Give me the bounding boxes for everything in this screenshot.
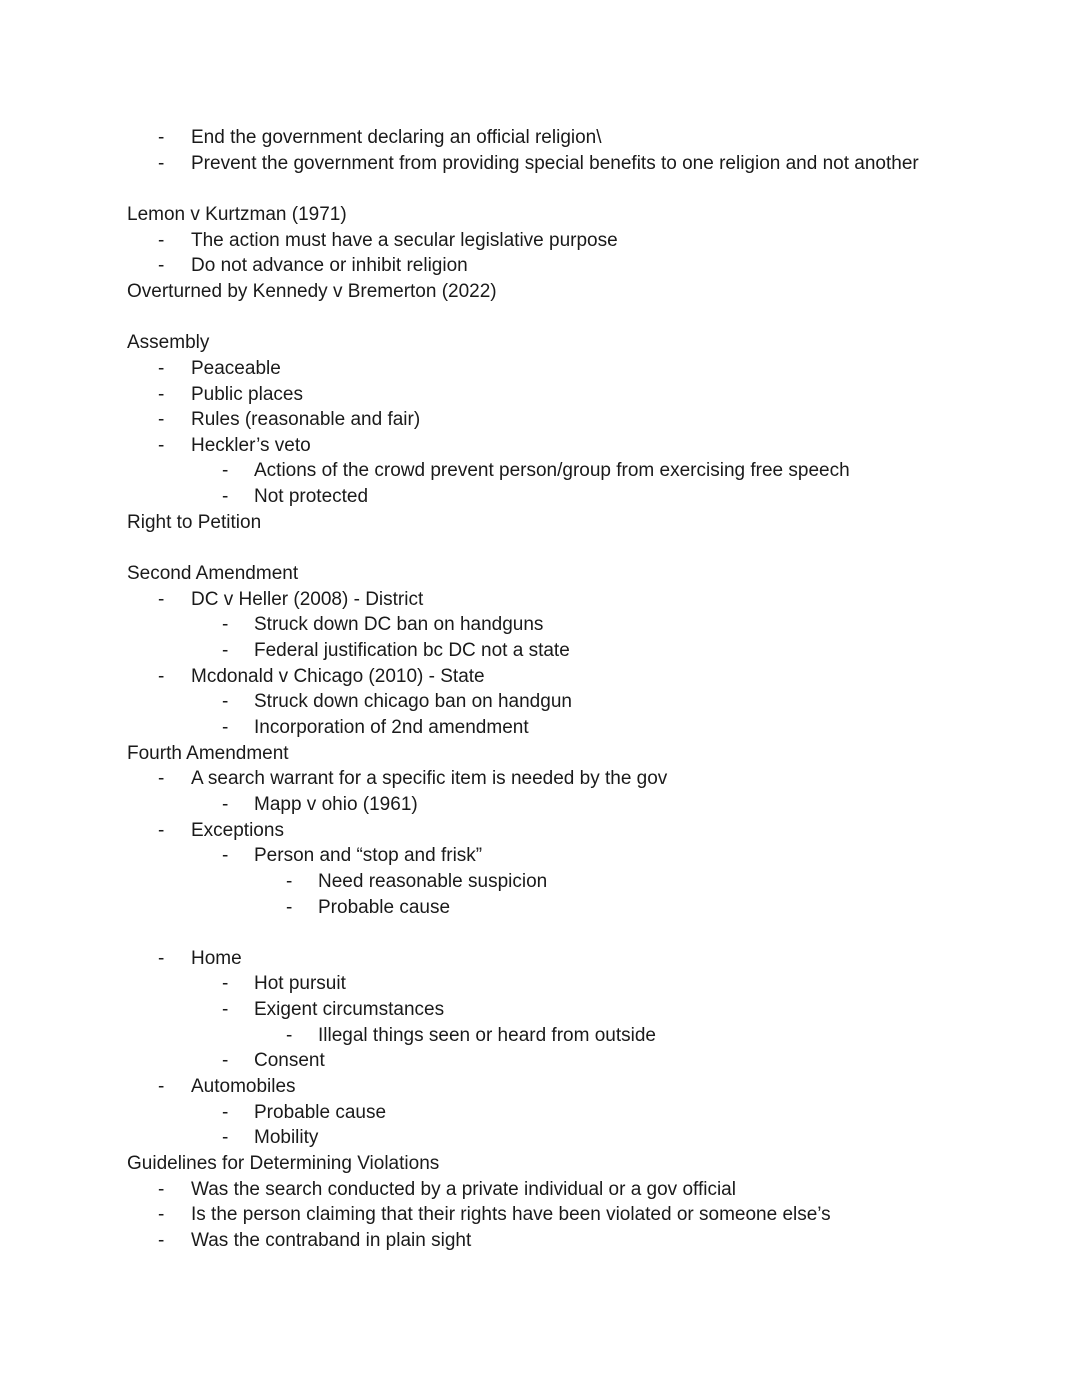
bullet-dash: - (158, 127, 165, 148)
bullet-dash: - (222, 1050, 229, 1072)
list-item: Struck down DC ban on handguns (254, 614, 544, 636)
list-item: Do not advance or inhibit religion (191, 255, 468, 277)
bullet-dash: - (222, 1127, 229, 1149)
bullet-dash: - (158, 383, 165, 405)
bullet-dash: - (222, 716, 229, 738)
bullet-dash: - (286, 896, 293, 918)
bullet-dash: - (158, 768, 165, 790)
section-heading: Assembly (127, 332, 210, 354)
list-item: Peaceable (191, 357, 281, 379)
list-item: Was the search conducted by a private individual or a gov official (191, 1178, 736, 1200)
bullet-dash: - (158, 152, 165, 174)
bullet-dash: - (158, 255, 165, 277)
list-item: Probable cause (254, 1101, 387, 1123)
list-item: Is the person claiming that their rights have been violated or someone else’s (191, 1204, 831, 1226)
bullet-dash: - (158, 1229, 165, 1251)
bullet-dash: - (222, 845, 229, 867)
list-item: Not protected (254, 486, 369, 508)
list-item: Hot pursuit (254, 973, 346, 995)
list-item: DC v Heller (2008) - District (191, 588, 424, 610)
list-item: The action must have a secular legislative purpose (191, 229, 618, 251)
bullet-dash: - (222, 460, 229, 482)
bullet-dash: - (158, 1178, 165, 1200)
bullet-dash: - (158, 588, 165, 610)
list-item: End the government declaring an official religion\ (191, 127, 602, 148)
list-item: Was the contraband in plain sight (191, 1229, 472, 1251)
bullet-dash: - (222, 691, 229, 713)
list-item: Public places (191, 383, 303, 405)
bullet-dash: - (158, 1076, 165, 1098)
bullet-dash: - (158, 434, 165, 456)
list-item: Consent (254, 1050, 325, 1072)
list-item: Automobiles (191, 1076, 296, 1098)
list-item: Illegal things seen or heard from outside (318, 1024, 656, 1046)
bullet-dash: - (286, 1024, 293, 1046)
section-heading: Right to Petition (127, 511, 262, 533)
section-heading: Second Amendment (127, 563, 299, 585)
list-item: Incorporation of 2nd amendment (254, 716, 529, 738)
bullet-dash: - (158, 229, 165, 251)
list-item: Probable cause (318, 896, 451, 918)
section-heading: Guidelines for Determining Violations (127, 1153, 440, 1174)
bullet-dash: - (222, 486, 229, 508)
list-item: Mapp v ohio (1961) (254, 793, 418, 815)
bullet-dash: - (222, 614, 229, 636)
bullet-dash: - (158, 409, 165, 431)
list-item: Home (191, 947, 242, 969)
bullet-dash: - (222, 640, 229, 661)
bullet-dash: - (222, 1101, 229, 1123)
list-item: Exceptions (191, 819, 284, 841)
bullet-dash: - (286, 870, 293, 892)
list-item: Person and “stop and frisk” (254, 845, 483, 867)
list-item: Actions of the crowd prevent person/group from exercising free speech (254, 460, 850, 482)
list-item: Mcdonald v Chicago (2010) - State (191, 665, 485, 687)
bullet-dash: - (158, 665, 165, 687)
list-item: Rules (reasonable and fair) (191, 409, 421, 431)
list-item: Exigent circumstances (254, 999, 445, 1021)
list-item: Prevent the government from providing special benefits to one religion and not another (191, 152, 919, 174)
bullet-dash: - (222, 999, 229, 1021)
bullet-dash: - (158, 1204, 165, 1226)
section-heading: Fourth Amendment (127, 742, 289, 764)
section-heading: Overturned by Kennedy v Bremerton (2022) (127, 280, 497, 302)
list-item: Struck down chicago ban on handgun (254, 691, 572, 713)
list-item: Mobility (254, 1127, 319, 1149)
bullet-dash: - (222, 793, 229, 815)
bullet-dash: - (222, 973, 229, 995)
list-item: Heckler’s veto (191, 434, 311, 456)
section-heading: Lemon v Kurtzman (1971) (127, 203, 347, 225)
list-item: A search warrant for a specific item is needed by the gov (191, 768, 668, 790)
bullet-dash: - (158, 819, 165, 841)
list-item: Federal justification bc DC not a state (254, 640, 570, 661)
bullet-dash: - (158, 357, 165, 379)
bullet-dash: - (158, 947, 165, 969)
list-item: Need reasonable suspicion (318, 870, 548, 892)
